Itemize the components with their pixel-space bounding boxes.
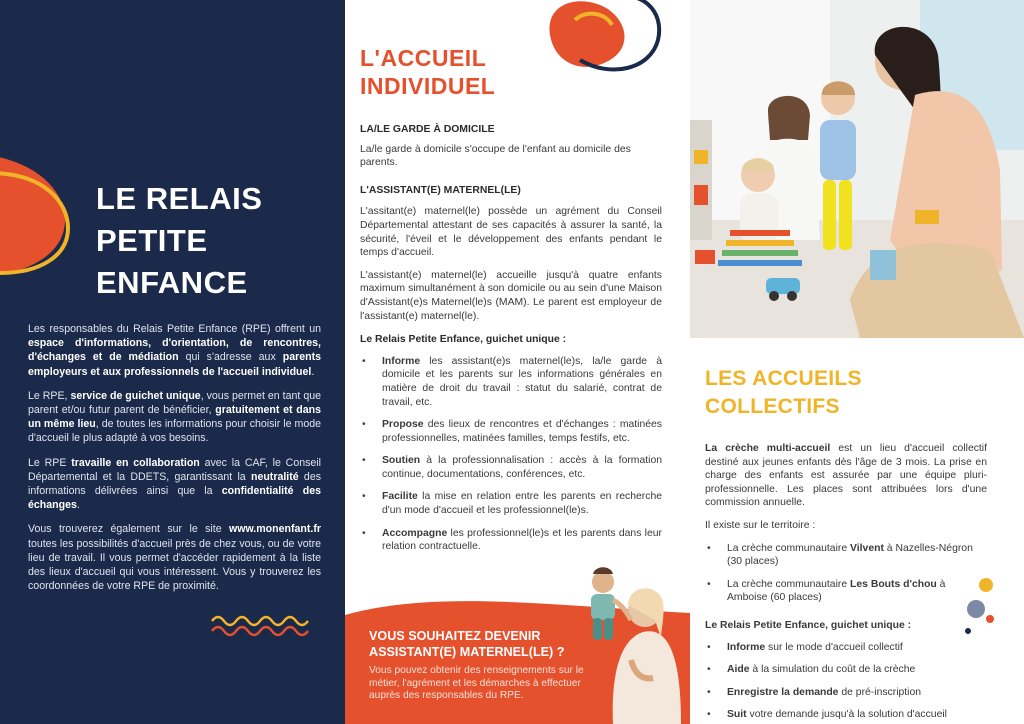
service-detail: les assistant(e)s maternel(le)s, la/le garde à domicile et les parents sur les informations générales en matière de droit du travail : statut du salarié, contrat de travail, etc.	[382, 355, 662, 408]
service-detail: votre demande jusqu'à la solution d'accueil	[746, 709, 947, 721]
collectifs-content	[705, 442, 987, 724]
left-panel	[0, 0, 345, 724]
rpe-heading: Le Relais Petite Enfance, guichet unique :	[360, 334, 567, 346]
bold-text: www.monenfant.fr	[228, 523, 321, 536]
service-verb: Suit	[727, 709, 747, 721]
territory-intro: Il existe sur le territoire :	[705, 519, 816, 531]
mother-child-illustration	[573, 560, 683, 724]
text: avec la CAF, le Conseil Départemental et la DDETS, garantissant la	[28, 456, 322, 483]
assistant-text-1: L'assitant(e) maternel(le) possède un agrément du Conseil Départemental attestant de ses capacités à assurer la santé, la sécurité, l'éveil et le développement des enfants pendant le temps d'accueil.	[360, 206, 662, 259]
title-line: INDIVIDUEL	[360, 73, 496, 99]
rpe-services-list	[360, 355, 662, 554]
individuel-content	[360, 123, 662, 563]
service-item	[705, 663, 987, 677]
service-item	[705, 708, 987, 722]
title-line: PETITE	[96, 223, 208, 258]
service-detail: sur le mode d'accueil collectif	[765, 641, 903, 653]
website-paragraph	[28, 522, 321, 593]
rpe-heading-right: Le Relais Petite Enfance, guichet unique :	[705, 619, 912, 631]
creches-list	[705, 542, 987, 605]
service-item	[360, 527, 662, 554]
text: qui s'adresse aux	[178, 351, 283, 364]
relais-description	[28, 322, 321, 603]
text: .	[311, 365, 315, 378]
banner-text: Vous pouvez obtenir des renseignements sur le métier, l'agrément et les démarches à effectuer auprès des responsables du RPE.	[369, 665, 584, 702]
service-detail: à la professionnalisation : accès à la formation continue, documentations, conférences, etc.	[382, 455, 662, 480]
collaboration-paragraph	[28, 456, 321, 513]
service-detail: des lieux de rencontres et d'échanges : matinées professionnelles, matinées familles, temps festifs, etc.	[382, 419, 662, 444]
wave-decoration	[210, 612, 310, 638]
service-item	[360, 418, 662, 445]
bold-text: parents employeurs et aux professionnels de l'accueil individuel	[28, 351, 321, 378]
bold-text: confidentialité des échanges	[28, 485, 321, 512]
banner-title: VOUS SOUHAITEZ DEVENIR ASSISTANT(E) MATERNEL(LE) ?	[369, 629, 565, 659]
text: des informations délivrées ainsi que la	[28, 470, 322, 498]
service-item	[360, 490, 662, 517]
right-panel	[690, 0, 1024, 724]
relais-title	[96, 178, 262, 304]
collectifs-title	[705, 365, 862, 421]
title-line: COLLECTIFS	[705, 395, 840, 418]
service-verb: Enregistre la demande	[727, 686, 839, 698]
text: toutes les possibilités d'accueil près de chez vous, ou de votre lieu de travail. Il vous permet d'accéder rapidement à la liste des lieux d'accueil qui vous intéressent. Vous y trouverez les coordonnées de votre RPE de proximité.	[28, 537, 321, 593]
service-detail: à la simulation du coût de la crèche	[749, 664, 916, 676]
orange-blob-decoration	[540, 0, 670, 85]
service-detail: les professionnel(le)s et les parents dans leur relation contractuelle.	[382, 527, 662, 553]
service-item	[705, 686, 987, 700]
text: , de toutes les informations pour choisir le mode d'accueil le plus adapté à vos besoins.	[28, 418, 322, 445]
service-verb: Propose	[382, 419, 424, 431]
creche-item: • La crèche communautaire Les Bouts d'chou à Amboise (60 places)	[705, 578, 987, 605]
creche-bold: La crèche multi-accueil	[705, 443, 831, 454]
bold-text: service de guichet unique	[70, 389, 201, 402]
bold-text: gratuitement et dans un même lieu	[28, 404, 321, 431]
dots-decoration	[962, 577, 1002, 637]
text: Le RPE	[28, 456, 72, 469]
service-item	[360, 355, 662, 409]
creche-item: • La crèche communautaire Vilvent à Nazelles-Négron (30 places)	[705, 542, 987, 569]
guichet-paragraph	[28, 389, 321, 446]
service-item	[360, 454, 662, 481]
creche-rest: est un lieu d'accueil collectif destiné aux jeunes enfants dès l'âge de 3 mois. La prise en charge des enfants est assurée par une équipe pluri-professionnelle. Les places sont attribuées lors d'une commission annuelle.	[705, 443, 988, 509]
title-line: LES ACCUEILS	[705, 367, 862, 390]
text: Vous trouverez également sur le site	[28, 523, 229, 536]
service-verb: Soutien	[382, 455, 421, 467]
rpe-collectif-list	[705, 641, 987, 722]
garde-heading: LA/LE GARDE À DOMICILE	[360, 124, 495, 135]
service-verb: Aide	[727, 664, 750, 676]
orange-half-circle-decoration	[0, 148, 70, 283]
service-verb: Facilite	[382, 491, 418, 503]
bold-text: neutralité	[250, 470, 299, 483]
service-detail: de pré-inscription	[838, 686, 922, 698]
garde-text: La/le garde à domicile s'occupe de l'enfant au domicile des parents.	[360, 143, 631, 169]
individuel-title	[360, 44, 495, 100]
text: Le RPE,	[28, 389, 71, 402]
service-verb: Accompagne	[382, 527, 448, 539]
middle-panel	[345, 0, 690, 724]
text: .	[76, 499, 80, 512]
title-line: LE RELAIS	[96, 181, 263, 216]
assistant-text-2: L'assistant(e) maternel(le) accueille jusqu'à quatre enfants maximum simultanément à son domicile ou au sein d'une Maison d'Assistant(e)s Maternel(le)s (MAM). Le parent est employeur de l'assistant(e) maternel(le).	[360, 269, 662, 322]
title-line: L'ACCUEIL	[360, 45, 487, 71]
creche-description	[705, 442, 987, 510]
bold-text: travaille en collaboration	[71, 456, 200, 469]
service-verb: Informe	[382, 355, 421, 367]
family-playroom-photo	[690, 0, 1024, 338]
service-verb: Informe	[727, 641, 766, 653]
text: Les responsables du Relais Petite Enfance (RPE) offrent un	[28, 323, 321, 335]
bold-text: espace d'informations, d'orientation, de rencontres, d'échanges et de médiation	[28, 337, 321, 364]
text: , vous permet en tant que parent et/ou futur parent de bénéficier,	[28, 389, 321, 417]
service-detail: la mise en relation entre les parents en recherche d'un mode d'accueil et les professionnel(le)s.	[382, 491, 662, 517]
title-line: ENFANCE	[96, 265, 248, 300]
service-item	[705, 641, 987, 655]
assistant-heading: L'ASSISTANT(E) MATERNEL(LE)	[360, 184, 521, 196]
intro-paragraph	[28, 322, 321, 379]
